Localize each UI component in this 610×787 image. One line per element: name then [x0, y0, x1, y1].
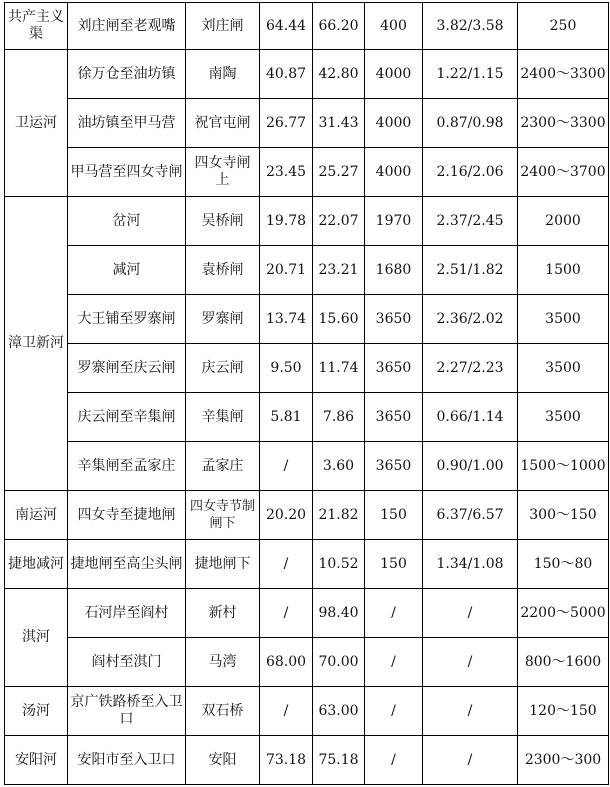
- value-cell: 4000: [365, 99, 423, 148]
- value-cell: 1.34/1.08: [423, 540, 518, 589]
- value-cell: 42.80: [313, 50, 365, 99]
- value-cell: 3500: [518, 344, 609, 393]
- value-cell: 300～150: [518, 491, 609, 540]
- value-cell: 150: [365, 491, 423, 540]
- value-cell: 15.60: [313, 295, 365, 344]
- river-name: 卫运河: [5, 50, 68, 197]
- table-row: [5, 344, 609, 393]
- value-cell: 3650: [365, 393, 423, 442]
- value-cell: 1.22/1.15: [423, 50, 518, 99]
- value-cell: /: [423, 638, 518, 687]
- value-cell: /: [260, 540, 313, 589]
- value-cell: /: [260, 687, 313, 736]
- station-cell: 孟家庄: [186, 442, 260, 491]
- river-name: 淇河: [5, 589, 68, 687]
- value-cell: 10.52: [313, 540, 365, 589]
- value-cell: 3.82/3.58: [423, 3, 518, 50]
- value-cell: 4000: [365, 148, 423, 197]
- section-cell: 安阳市至入卫口: [68, 736, 186, 785]
- station-cell: 双石桥: [186, 687, 260, 736]
- value-cell: /: [423, 687, 518, 736]
- value-cell: 2.36/2.02: [423, 295, 518, 344]
- value-cell: 20.20: [260, 491, 313, 540]
- table-row: [5, 50, 609, 99]
- station-cell: 辛集闸: [186, 393, 260, 442]
- section-cell: 石河岸至阎村: [68, 589, 186, 638]
- value-cell: /: [365, 687, 423, 736]
- value-cell: 20.71: [260, 246, 313, 295]
- river-name: 汤河: [5, 687, 68, 736]
- station-cell: 袁桥闸: [186, 246, 260, 295]
- value-cell: 70.00: [313, 638, 365, 687]
- station-cell: 四女寺闸上: [186, 148, 260, 197]
- value-cell: 3500: [518, 295, 609, 344]
- value-cell: 5.81: [260, 393, 313, 442]
- value-cell: /: [365, 589, 423, 638]
- value-cell: 11.74: [313, 344, 365, 393]
- section-cell: 岔河: [68, 197, 186, 246]
- river-name: 漳卫新河: [5, 197, 68, 491]
- section-cell: 辛集闸至孟家庄: [68, 442, 186, 491]
- value-cell: 7.86: [313, 393, 365, 442]
- section-cell: 罗寨闸至庆云闸: [68, 344, 186, 393]
- section-cell: 徐万仓至油坊镇: [68, 50, 186, 99]
- table-row: [5, 3, 609, 50]
- table-row: [5, 197, 609, 246]
- value-cell: 2400～3300: [518, 50, 609, 99]
- station-cell: 吴桥闸: [186, 197, 260, 246]
- river-name: 南运河: [5, 491, 68, 540]
- section-cell: 甲马营至四女寺闸: [68, 148, 186, 197]
- value-cell: 19.78: [260, 197, 313, 246]
- section-cell: 减河: [68, 246, 186, 295]
- value-cell: /: [423, 589, 518, 638]
- section-cell: 刘庄闸至老观嘴: [68, 3, 186, 50]
- value-cell: 31.43: [313, 99, 365, 148]
- value-cell: 6.37/6.57: [423, 491, 518, 540]
- value-cell: 2300～300: [518, 736, 609, 785]
- value-cell: 4000: [365, 50, 423, 99]
- value-cell: /: [260, 442, 313, 491]
- river-name: 捷地减河: [5, 540, 68, 589]
- value-cell: /: [365, 736, 423, 785]
- value-cell: 0.90/1.00: [423, 442, 518, 491]
- value-cell: 2.27/2.23: [423, 344, 518, 393]
- table-row: [5, 442, 609, 491]
- section-cell: 阎村至淇门: [68, 638, 186, 687]
- station-cell: 刘庄闸: [186, 3, 260, 50]
- value-cell: 400: [365, 3, 423, 50]
- value-cell: 98.40: [313, 589, 365, 638]
- value-cell: 250: [518, 3, 609, 50]
- value-cell: 2.37/2.45: [423, 197, 518, 246]
- section-cell: 捷地闸至高尘头闸: [68, 540, 186, 589]
- value-cell: 2300～3300: [518, 99, 609, 148]
- value-cell: 23.21: [313, 246, 365, 295]
- value-cell: /: [260, 589, 313, 638]
- section-cell: 四女寺至捷地闸: [68, 491, 186, 540]
- station-cell: 祝官屯闸: [186, 99, 260, 148]
- river-name: 共产主义渠: [5, 3, 68, 50]
- value-cell: 21.82: [313, 491, 365, 540]
- value-cell: 150: [365, 540, 423, 589]
- section-cell: 庆云闸至辛集闸: [68, 393, 186, 442]
- value-cell: 26.77: [260, 99, 313, 148]
- station-cell: 捷地闸下: [186, 540, 260, 589]
- value-cell: 3650: [365, 295, 423, 344]
- value-cell: 120～150: [518, 687, 609, 736]
- value-cell: 0.66/1.14: [423, 393, 518, 442]
- value-cell: 150～80: [518, 540, 609, 589]
- value-cell: 2400～3700: [518, 148, 609, 197]
- station-cell: 南陶: [186, 50, 260, 99]
- station-cell: 安阳: [186, 736, 260, 785]
- table-row: [5, 246, 609, 295]
- section-cell: 油坊镇至甲马营: [68, 99, 186, 148]
- value-cell: 0.87/0.98: [423, 99, 518, 148]
- value-cell: 1970: [365, 197, 423, 246]
- value-cell: 40.87: [260, 50, 313, 99]
- station-cell: 罗寨闸: [186, 295, 260, 344]
- value-cell: 75.18: [313, 736, 365, 785]
- station-cell: 四女寺节制闸下: [186, 491, 260, 540]
- value-cell: 2.51/1.82: [423, 246, 518, 295]
- table-row: [5, 148, 609, 197]
- value-cell: 3.60: [313, 442, 365, 491]
- table-row: [5, 687, 609, 736]
- value-cell: 66.20: [313, 3, 365, 50]
- value-cell: 2000: [518, 197, 609, 246]
- value-cell: 2.16/2.06: [423, 148, 518, 197]
- value-cell: 1500: [518, 246, 609, 295]
- station-cell: 新村: [186, 589, 260, 638]
- value-cell: /: [423, 736, 518, 785]
- value-cell: 3650: [365, 344, 423, 393]
- value-cell: 64.44: [260, 3, 313, 50]
- value-cell: 3650: [365, 442, 423, 491]
- station-cell: 马湾: [186, 638, 260, 687]
- station-cell: 庆云闸: [186, 344, 260, 393]
- table-row: [5, 540, 609, 589]
- value-cell: 2200～5000: [518, 589, 609, 638]
- table-row: [5, 295, 609, 344]
- value-cell: 1500～1000: [518, 442, 609, 491]
- section-cell: 京广铁路桥至入卫口: [68, 687, 186, 736]
- value-cell: 73.18: [260, 736, 313, 785]
- river-section-table: [4, 2, 609, 785]
- value-cell: /: [365, 638, 423, 687]
- value-cell: 25.27: [313, 148, 365, 197]
- value-cell: 23.45: [260, 148, 313, 197]
- river-name: 安阳河: [5, 736, 68, 785]
- table-row: [5, 589, 609, 638]
- value-cell: 63.00: [313, 687, 365, 736]
- section-cell: 大王铺至罗寨闸: [68, 295, 186, 344]
- table-row: [5, 491, 609, 540]
- value-cell: 1680: [365, 246, 423, 295]
- value-cell: 800～1600: [518, 638, 609, 687]
- value-cell: 13.74: [260, 295, 313, 344]
- value-cell: 9.50: [260, 344, 313, 393]
- table-row: [5, 736, 609, 785]
- value-cell: 68.00: [260, 638, 313, 687]
- table-row: [5, 393, 609, 442]
- value-cell: 3500: [518, 393, 609, 442]
- table-row: [5, 638, 609, 687]
- value-cell: 22.07: [313, 197, 365, 246]
- table-row: [5, 99, 609, 148]
